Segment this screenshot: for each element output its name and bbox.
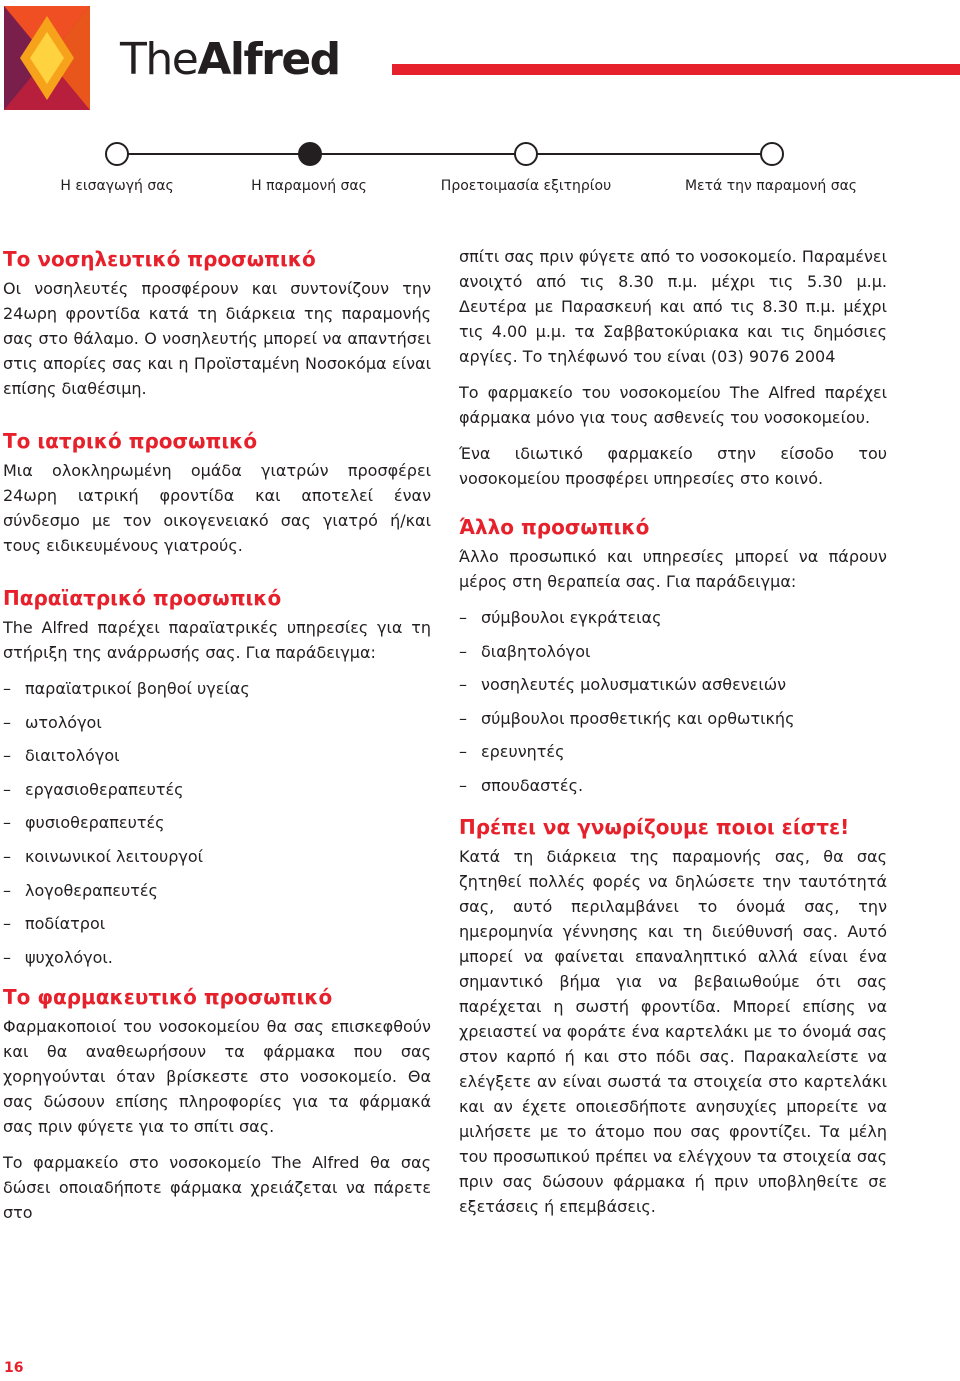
identity-heading: Πρέπει να γνωρίζουμε ποιοι είστε! [459, 814, 850, 839]
page-number: 16 [4, 1360, 24, 1376]
medical-text: Μια ολοκληρωμένη ομάδα γιατρών προσφέρει 24ωρη ιατρική φροντίδα και αποτελεί έναν σύνδεσμο με τον οικογενειακό σας γιατρό ή/και τους ειδικευμένους γιατρούς. [3, 461, 431, 555]
list-item: – παραϊατρικοί βοηθοί υγείας [3, 676, 431, 701]
other-staff-heading: Άλλο προσωπικό [459, 515, 650, 539]
allied-heading: Παραϊατρικό προσωπικό [3, 586, 282, 610]
right-column [459, 244, 887, 1230]
pharmacy-cont-text-3: Ένα ιδιωτικό φαρμακείο στην είσοδο του νοσοκομείου προσφέρει υπηρεσίες στο κοινό. [459, 444, 887, 488]
list-item: – νοσηλευτές μολυσματικών ασθενειών [459, 672, 887, 697]
step-dot-2-current [298, 142, 322, 166]
pharmacy-cont-text-1: σπίτι σας πριν φύγετε από το νοσοκομείο. Παραμένει ανοιχτό από τις 8.30 π.μ. μέχρι τις 5.30 μ.μ. Δευτέρα με Παρασκευή και από τις 8.30 π.μ. μέχρι τις 4.00 μ.μ. τα Σαββατοκύριακα και τις δημόσιες αργίες. Το τηλέφωνό του είναι (03) 9076 2004 [459, 247, 887, 366]
brand-wordmark [120, 34, 340, 86]
identity-text: Κατά τη διάρκεια της παραμονής σας, θα σας ζητηθεί πολλές φορές να δηλώσετε την ταυτότητά σας, αυτό περιλαμβάνει το όνομά σας, την ημερομηνία γέννησης και τη διεύθυνσή σας. Αυτό μπορεί να φαίνεται επαναληπτικό αλλά είναι ένα σημαντικό βήμα για να βεβαιωθούμε ότι σας παρέχεται η σωστή φροντίδα. Μπορεί επίσης να χρειαστεί να φοράτε ένα καρτελάκι με το όνομά σας στον καρπό ή και στο πόδι σας. Παρακαλείστε να ελέγξετε αν είναι σωστά τα στοιχεία στο καρτελάκι και αν έχετε οποιεσδήποτε ανησυχίες μπορείτε να μιλήσετε με το άτομο που σας φροντίζει. Τα μέλη του προσωπικού πρέπει να ελέγχουν τα στοιχεία σας πριν σας δώσουν φάρμακα ή πριν υποβληθείτε σε εξετάσεις ή επεμβάσεις. [459, 846, 887, 1216]
step-dot-3 [514, 142, 538, 166]
list-item: – εργασιοθεραπευτές [3, 777, 431, 802]
pharmacy-cont-text-2: Το φαρμακείο του νοσοκομείου The Alfred παρέχει φάρμακα μόνο για τους ασθενείς του νοσοκομείου. [459, 383, 887, 427]
brand-part-the: The [120, 34, 198, 85]
step-dot-1 [105, 142, 129, 166]
list-item: – ψυχολόγοι. [3, 945, 431, 970]
nursing-text: Οι νοσηλευτές προσφέρουν και συντονίζουν την 24ωρη φροντίδα κατά τη διάρκεια της παραμονής σας στο θάλαμο. Ο νοσηλευτής μπορεί να απαντήσει στις απορίες σας και η Προϊσταμένη Νοσοκόμα είναι επίσης διαθέσιμη. [3, 279, 431, 398]
pharmacy-text-1: Φαρμακοποιοί του νοσοκομείου θα σας επισκεφθούν και θα αναθεωρήσουν τα φάρμακα που σας χορηγούνται όταν βρίσκεστε στο νοσοκομείο. Θα σας δώσουν επίσης πληροφορίες για τα φάρμακά σας πριν φύγετε για το σπίτι σας. [3, 1016, 431, 1136]
left-column [3, 244, 431, 1236]
list-item: – ποδίατροι [3, 911, 431, 936]
other-staff-text: Άλλο προσωπικό και υπηρεσίες μπορεί να πάρουν μέρος στη θεραπεία σας. Για παράδειγμα: [459, 547, 887, 591]
list-item: – σύμβουλοι εγκράτειας [459, 605, 887, 630]
list-item: – διαβητολόγοι [459, 639, 887, 664]
pharmacy-heading: Το φαρμακευτικό προσωπικό [3, 984, 333, 1009]
step-label-2: Η παραμονή σας [251, 178, 367, 194]
step-dot-4 [760, 142, 784, 166]
list-item: – σύμβουλοι προσθετικής και ορθωτικής [459, 706, 887, 731]
list-item: – φυσιοθεραπευτές [3, 810, 431, 835]
the-alfred-logo-icon [4, 6, 90, 110]
other-staff-list [459, 605, 887, 798]
list-item: – κοινωνικοί λειτουργοί [3, 844, 431, 869]
pharmacy-text-2: Το φαρμακείο στο νοσοκομείο The Alfred θα σας δώσει οποιαδήποτε φάρμακα χρειάζεται να πάρετε στο [3, 1152, 431, 1222]
step-label-1: Η εισαγωγή σας [60, 178, 174, 194]
list-item: – ερευνητές [459, 739, 887, 764]
brand-part-alfred: Alfred [197, 34, 340, 85]
step-label-4: Μετά την παραμονή σας [684, 178, 858, 194]
nursing-heading: Το νοσηλευτικό προσωπικό [3, 247, 316, 271]
step-label-3: Προετοιμασία εξιτηρίου [440, 178, 612, 194]
list-item: – διαιτολόγοι [3, 743, 431, 768]
allied-text: The Alfred παρέχει παραϊατρικές υπηρεσίες για τη στήριξη της ανάρρωσής σας. Για παράδειγμα: [3, 618, 431, 662]
list-item: – σπουδαστές. [459, 773, 887, 798]
medical-heading: Το ιατρικό προσωπικό [3, 429, 258, 453]
list-item: – λογοθεραπευτές [3, 878, 431, 903]
allied-list [3, 676, 431, 970]
header-accent-bar [392, 64, 960, 75]
progress-track [118, 153, 772, 155]
list-item: – ωτολόγοι [3, 710, 431, 735]
